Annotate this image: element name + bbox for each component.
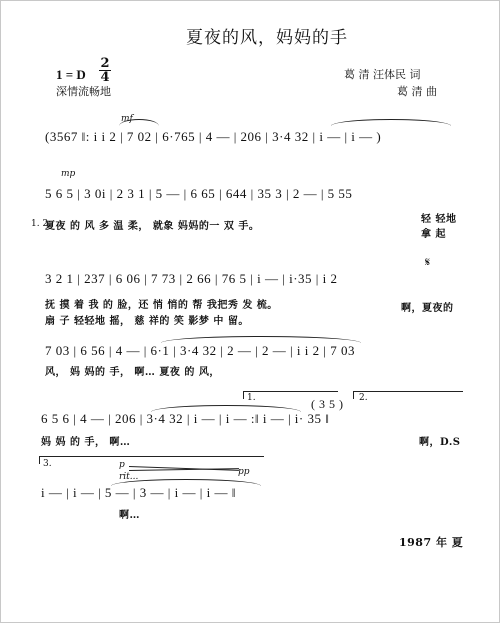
meter-bottom: 4 bbox=[100, 70, 110, 85]
lyrics-line-2-end: 轻 轻地 bbox=[421, 214, 457, 225]
song-title: 夏夜的风，妈妈的手 bbox=[186, 28, 348, 48]
slur bbox=[161, 336, 361, 343]
lyrics-line-2-verse2: 拿 起 bbox=[421, 229, 446, 240]
segno-mark: 𝄋 bbox=[425, 255, 431, 269]
lyrics-line-5-end: 啊，D.S bbox=[419, 437, 461, 448]
notation-line-1: (3567 ‖: i i 2 | 7 02 | 6·765 | 4 — | 206 | 3·4 32 | i — | i — ) bbox=[45, 129, 382, 144]
lyrics-line-4: 风， 妈 妈的 手， 啊… 夏夜 的 风， bbox=[45, 367, 220, 378]
notation-line-3: 3 2 1 | 237 | 6 06 | 7 73 | 2 66 | 76 5 | i — | i·35 | i 2 bbox=[45, 271, 338, 286]
composition-date: 1987 年 夏 bbox=[399, 536, 464, 549]
volta-bracket-3-left bbox=[39, 456, 40, 464]
notation-line-2: 5 6 5 | 3 0i | 2 3 1 | 5 — | 6 65 | 644 | 35 3 | 2 — | 5 55 bbox=[45, 186, 353, 201]
ritardando: rit... bbox=[119, 472, 139, 482]
volta-bracket-2-left bbox=[353, 391, 354, 399]
composer-credit: 葛 清 曲 bbox=[397, 85, 437, 98]
key-signature: 1 = D bbox=[56, 67, 86, 82]
lyrics-line-5: 妈 妈 的 手， 啊… bbox=[41, 437, 131, 448]
verse-number: 1. 2. bbox=[31, 219, 52, 229]
volta-bracket-1-left bbox=[243, 391, 244, 399]
lyricist-credit: 葛 清 汪体民 词 bbox=[344, 68, 421, 81]
volta-1-label: 1. bbox=[247, 393, 256, 403]
lyrics-line-2: 夏夜 的 风 多 温 柔， 就象 妈妈的一 双 手。 bbox=[45, 221, 260, 232]
volta-bracket-2 bbox=[353, 391, 463, 392]
slur bbox=[119, 119, 159, 126]
lyrics-line-3-verse2: 扇 子 轻轻地 摇， 慈 祥的 笑 影梦 中 留。 bbox=[45, 316, 249, 327]
volta-3-label: 3. bbox=[43, 459, 52, 469]
notation-line-6: i — | i — | 5 — | 3 — | i — | i — ‖ bbox=[41, 485, 236, 500]
volta-2-label: 2. bbox=[359, 393, 368, 403]
notation-line-5: 6 5 6 | 4 — | 206 | 3·4 32 | i — | i — :‖ i — | i· 35 ‖ bbox=[41, 411, 330, 426]
lyrics-line-3: 抚 摸 着 我 的 脸，还 悄 悄的 帮 我把秀 发 梳。 bbox=[45, 300, 278, 311]
lyrics-line-3-end: 啊，夏夜的 bbox=[401, 303, 454, 314]
dynamic-mp: mp bbox=[61, 169, 76, 179]
slur bbox=[331, 119, 451, 126]
dynamic-pp: pp bbox=[238, 467, 250, 477]
notation-line-4: 7 03 | 6 56 | 4 — | 6·1 | 3·4 32 | 2 — | 2 — | i i 2 | 7 03 bbox=[45, 343, 355, 358]
tempo-marking: 深情流畅地 bbox=[56, 85, 111, 98]
meter-top: 2 bbox=[100, 56, 110, 71]
time-signature bbox=[99, 58, 111, 83]
volta-bracket-1 bbox=[243, 391, 338, 392]
parenthesized-notes: ( 3 5 ) bbox=[311, 397, 344, 411]
lyrics-line-6: 啊… bbox=[119, 510, 140, 521]
dynamic-mf: mf bbox=[121, 114, 133, 124]
dynamic-p: p bbox=[119, 460, 125, 470]
volta-bracket-3 bbox=[39, 456, 264, 457]
